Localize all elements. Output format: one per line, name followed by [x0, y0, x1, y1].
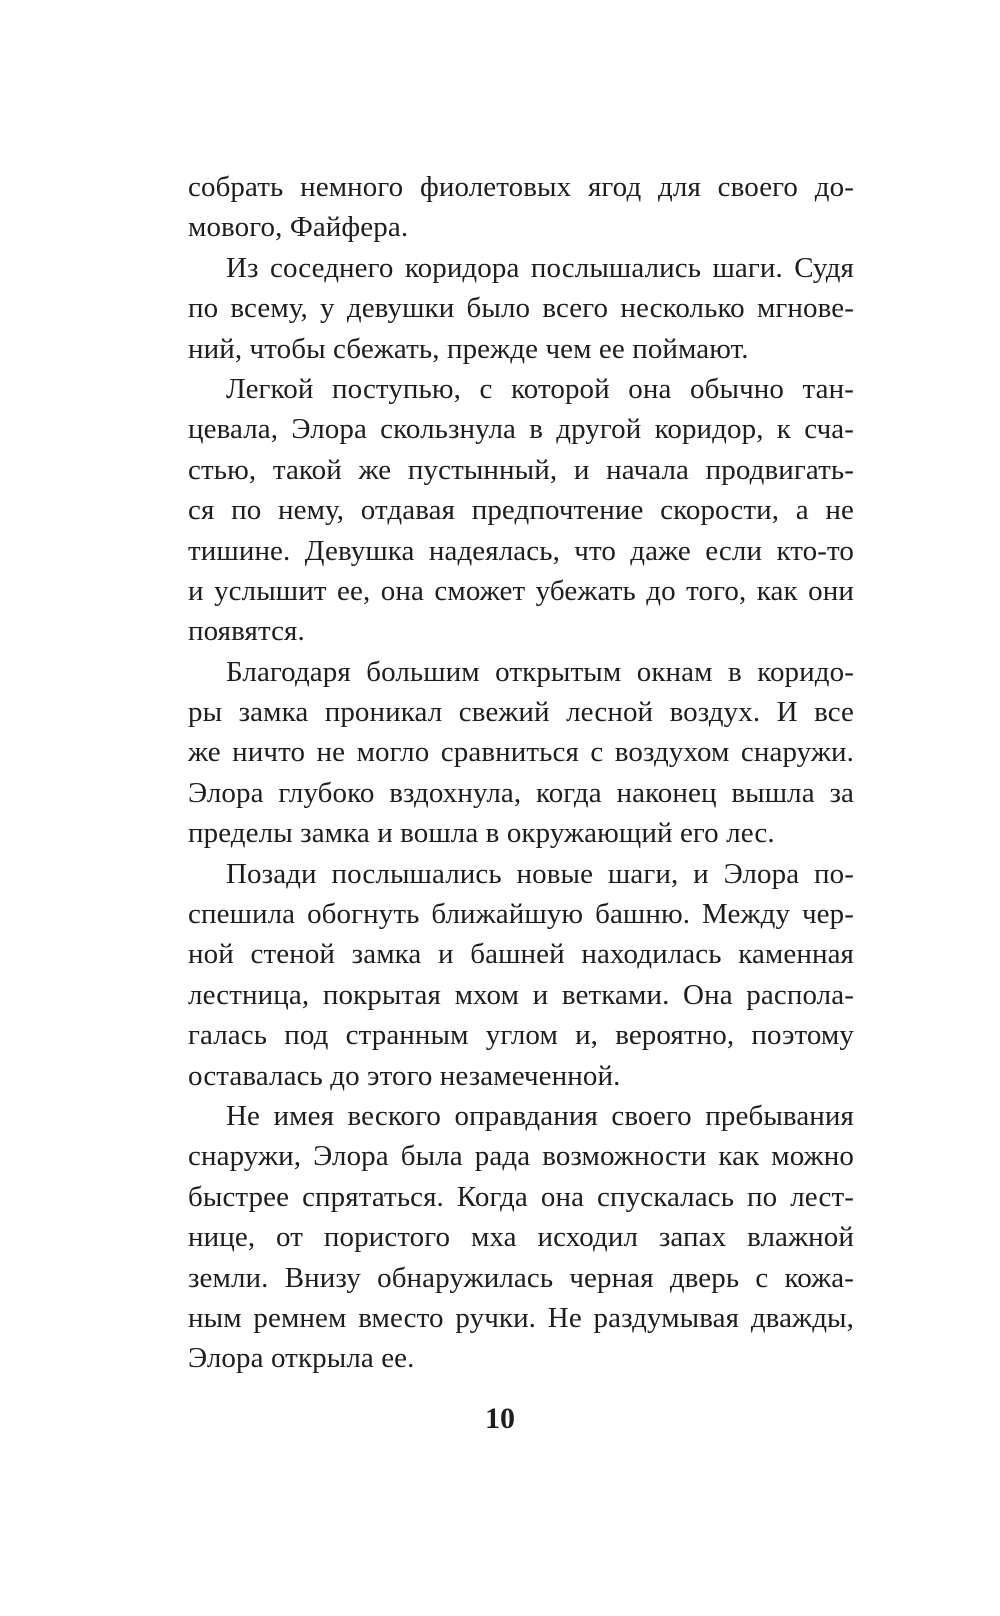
text-line: Элора открыла ее.	[188, 1342, 415, 1375]
text-line: ний, чтобы сбежать, прежде чем ее поймают.	[188, 332, 749, 365]
text-line: нице, от пористого мха исходил запах влажной	[188, 1221, 854, 1254]
text-line: земли. Внизу обнаружилась черная дверь с кожа-	[188, 1261, 854, 1294]
text-line: Позади послышались новые шаги, и Элора по-	[226, 857, 854, 890]
text-line: пределы замка и вошла в окружающий его лес.	[188, 817, 775, 850]
text-line: спешила обогнуть ближайшую башню. Между чер-	[188, 898, 854, 931]
text-line: по всему, у девушки было всего несколько мгнове-	[188, 292, 854, 325]
page-number: 10	[485, 1402, 515, 1435]
text-line: ным ремнем вместо ручки. Не раздумывая дважды,	[188, 1301, 854, 1334]
text-line: цевала, Элора скользнула в другой коридор, к сча-	[188, 413, 854, 446]
text-line: ной стеной замка и башней находилась каменная	[188, 938, 854, 971]
body-text	[188, 167, 854, 1379]
text-line: галась под странным углом и, вероятно, поэтому	[188, 1019, 854, 1052]
text-line: Благодаря большим открытым окнам в коридо-	[226, 655, 854, 688]
text-line: быстрее спрятаться. Когда она спускалась по лест-	[188, 1180, 854, 1213]
text-line: Легкой поступью, с которой она обычно тан-	[226, 372, 854, 405]
text-line: оставалась до этого незамеченной.	[188, 1059, 621, 1092]
text-line: лестница, покрытая мхом и ветками. Она распола-	[188, 978, 854, 1011]
text-line: Из соседнего коридора послышались шаги. Судя	[226, 251, 854, 284]
text-line: ры замка проникал свежий лесной воздух. И все	[188, 696, 854, 729]
text-line: Не имея веского оправдания своего пребывания	[226, 1099, 854, 1132]
text-line: тишине. Девушка надеялась, что даже если кто-то	[188, 534, 854, 567]
text-line: собрать немного фиолетовых ягод для своего до-	[188, 171, 854, 203]
text-line: стью, такой же пустынный, и начала продвигать-	[188, 453, 854, 486]
text-line: ся по нему, отдавая предпочтение скорости, а не	[188, 494, 854, 527]
text-line: появятся.	[188, 615, 305, 648]
text-line: мового, Файфера.	[188, 211, 409, 244]
text-line: снаружи, Элора была рада возможности как можно	[188, 1140, 854, 1173]
text-line: Элора глубоко вздохнула, когда наконец вышла за	[188, 776, 854, 809]
text-line: же ничто не могло сравниться с воздухом снаружи.	[188, 736, 854, 769]
text-line: и услышит ее, она сможет убежать до того, как они	[188, 574, 854, 607]
